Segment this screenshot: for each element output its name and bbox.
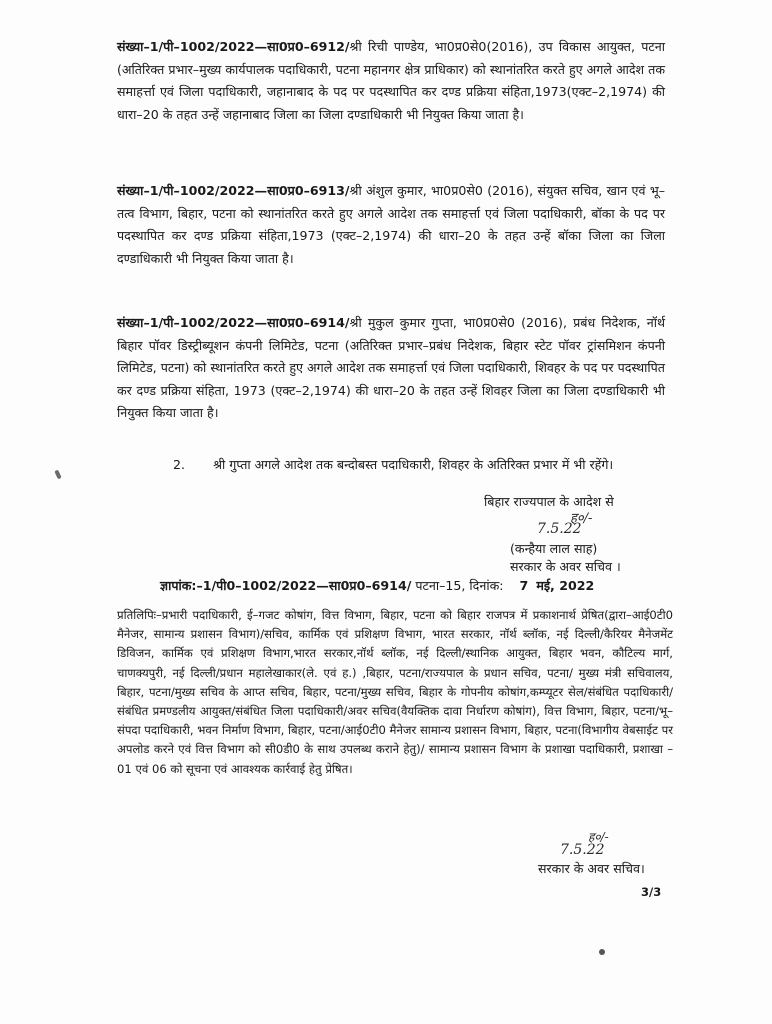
- order-body-6913: श्री अंशुल कुमार, भा0प्र0से0 (2016), संयुक्त सचिव, खान एवं भू–तत्व विभाग, बिहार, पटना को स्थानांतरित करते हुए अगले आदेश तक समाहर्त्ता एवं जिला पदाधिकारी, बॉका के पद पर पदस्थापित कर दण्ड प्रक्रिया संहिता,1973 (एक्ट–2,1974) की धारा–20 के तहत उन्हें बॉका जिला का जिला दण्डाधिकारी भी नियुक्त किया जाता है।: [117, 183, 665, 266]
- order-paragraph-6912: [117, 36, 665, 126]
- point-two-text: श्री गुप्ता अगले आदेश तक बन्दोबस्त पदाधिकारी, शिवहर के अतिरिक्त प्रभार में भी रहेंगे।: [213, 457, 614, 472]
- scan-dot: [599, 949, 605, 955]
- memo-day: 7: [519, 578, 529, 593]
- governor-order-line: बिहार राज्यपाल के आदेश से: [484, 494, 614, 509]
- order-paragraph-6913: [117, 180, 665, 270]
- memo-place-date: पटना–15, दिनांक:: [415, 578, 504, 593]
- order-body-6912: श्री रिची पाण्डेय, भा0प्र0से0(2016), उप विकास आयुक्त, पटना (अतिरिक्त प्रभार–मुख्य कार्यपालक पदाधिकारी, पटना महानगर क्षेत्र प्राधिकार) को स्थानांतरित करते हुए अगले आदेश तक समाहर्त्ता एवं जिला पदाधिकारी, जहानाबाद के पद पर पदस्थापित कर दण्ड प्रक्रिया संहिता,1973(एक्ट–2,1974) की धारा–20 के तहत उन्हें जहानाबाद जिला का जिला दण्डाधिकारी भी नियुक्त किया जाता है।: [117, 39, 665, 122]
- order-paragraph-6914: [117, 312, 665, 425]
- signatory-name: (कन्हैया लाल साह): [510, 541, 598, 556]
- copy-distribution-text: प्रतिलिपिः–प्रभारी पदाधिकारी, ई–गजट कोषांग, वित्त विभाग, बिहार, पटना को बिहार राजपत्र में प्रकाशनार्थ प्रेषित(द्वारा–आई0टी0 मैनेजर, सामान्य प्रशासन विभाग)/सचिव, कार्मिक एवं प्रशिक्षण विभाग, भारत सरकार, नॉर्थ ब्लॉक, नई दिल्ली/कैरियर मैनेजमेंट डिविजन, कार्मिक एवं प्रशिक्षण विभाग,भारत सरकार,नॉर्थ ब्लॉक, नई दिल्ली/स्थानिक आयुक्त, बिहार भवन, कौटिल्य मार्ग, चाणक्यपुरी, नई दिल्ली/प्रधान महालेखाकार(ले. एवं ह.) ,बिहार, पटना/राज्यपाल के प्रधान सचिव, पटना/ मुख्य मंत्री सचिवालय, बिहार, पटना/मुख्य सचिव के आप्त सचिव, बिहार, पटना/मुख्य सचिव, बिहार के गोपनीय कोषांग,कम्प्यूटर सेल/संबंधित पदाधिकारी/संबंधित प्रमण्डलीय आयुक्त/संबंधित जिला पदाधिकारी/अवर सचिव(वैयक्तिक दावा निर्धारण कोषांग), वित्त विभाग, बिहार, पटना/भू–संपदा पदाधिकारी, भवन निर्माण विभाग, बिहार, पटना/आई0टी0 मैनेजर सामान्य प्रशासन विभाग, बिहार, पटना(विभागीय वेबसाईट पर अपलोड करने एवं वित्त विभाग को सी0डी0 के साथ उपलब्ध कराने हेतु)/ सामान्य प्रशासन विभाग के प्रशाखा पदाधिकारी, प्रशाखा –01 एवं 06 को सूचना एवं आवश्यक कार्रवाई हेतु प्रेषित।: [117, 608, 673, 776]
- order-reference-6912: संख्या–1/पी–1002/2022—सा0प्र0–6912/: [117, 39, 350, 54]
- point-two-paragraph: [117, 454, 665, 477]
- signature-date: 7.5.22: [537, 521, 582, 537]
- order-reference-6913: संख्या–1/पी–1002/2022—सा0प्र0–6913/: [117, 183, 350, 198]
- signatory-designation: सरकार के अवर सचिव ।: [510, 559, 621, 574]
- copy-signature-initials: ह०/-: [588, 830, 609, 844]
- copy-signature-date: 7.5.22: [560, 842, 605, 858]
- memo-label: ज्ञापांक:–1/पी0–1002/2022—सा0प्र0–6914/: [160, 578, 412, 593]
- scan-mark: [54, 470, 61, 480]
- memo-line: [160, 577, 594, 594]
- page-number: 3/3: [641, 885, 662, 899]
- point-two-number: 2.: [173, 457, 186, 472]
- memo-month-year: मई, 2022: [536, 578, 595, 593]
- signature-initials: ह०/-: [570, 511, 593, 526]
- order-reference-6914: संख्या–1/पी–1002/2022—सा0प्र0–6914/: [117, 315, 350, 330]
- copy-signatory-designation: सरकार के अवर सचिव।: [538, 861, 645, 876]
- order-body-6914: श्री मुकुल कुमार गुप्ता, भा0प्र0से0 (2016), प्रबंध निदेशक, नॉर्थ बिहार पॉवर डिस्ट्रीब्यूशन कंपनी लिमिटेड, पटना (अतिरिक्त प्रभार–प्रबंध निदेशक, बिहार स्टेट पॉवर ट्रांसमिशन कंपनी लिमिटेड, पटना) को स्थानांतरित करते हुए अगले आदेश तक समाहर्त्ता एवं जिला पदाधिकारी, शिवहर के पद पर पदस्थापित कर दण्ड प्रक्रिया संहिता, 1973 (एक्ट–2,1974) की धारा–20 के तहत उन्हें शिवहर जिला का जिला दण्डाधिकारी भी नियुक्त किया जाता है।: [117, 315, 665, 420]
